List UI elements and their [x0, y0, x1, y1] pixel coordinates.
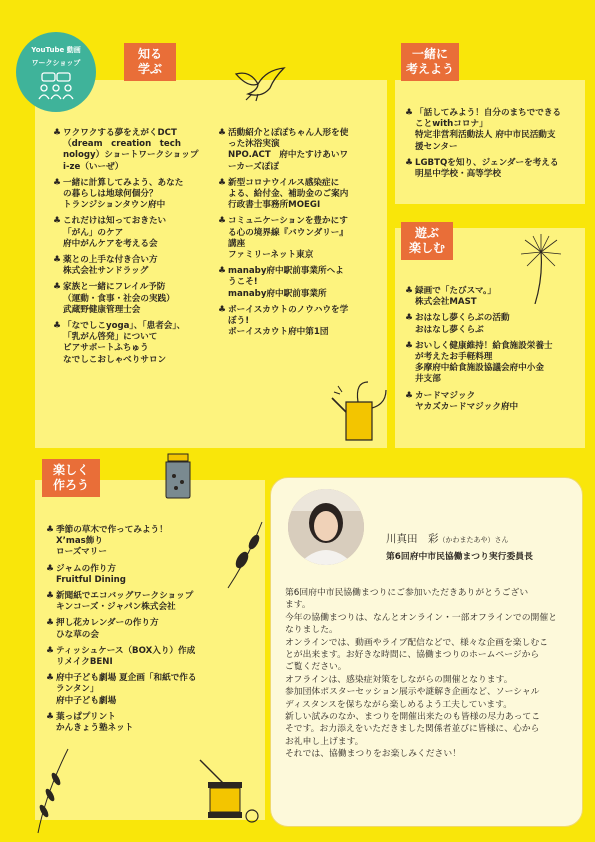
message-line: お礼申し上げます。 [285, 736, 364, 747]
play-tag-line1: 遊ぶ [414, 226, 439, 240]
list-item-line: ♣ これだけは知っておきたい [63, 216, 167, 227]
list-item-line: ♣ 葉っぱプリント [56, 711, 116, 722]
badge-line2: ワークショップ [31, 59, 81, 67]
list-item-line: トランジションタウン府中 [63, 200, 166, 211]
list-item [405, 391, 583, 413]
list-item-line: ♣ コミュニケーションを豊かにす [228, 216, 348, 227]
thread-spool-illustration [196, 756, 266, 826]
message-line: ご覧ください。 [285, 662, 347, 673]
make-tag-line2: 作ろう [52, 478, 89, 492]
list-item-line: 府中子ども劇場 [56, 695, 117, 706]
list-item-line: ヤカズカードマジック府中 [415, 401, 519, 412]
list-item [218, 266, 378, 300]
list-item-line: 株式会社サンドラッグ [63, 266, 149, 277]
speaker-role: 第6回府中市民協働まつり実行委員長 [386, 552, 533, 562]
message-line: ます。 [285, 600, 311, 611]
list-item [53, 282, 213, 316]
play-tag [401, 222, 453, 260]
list-item [405, 341, 583, 386]
list-item-line: NPO.ACT 府中たすけあいワ [228, 150, 349, 161]
learn-tag-line2: 学ぶ [137, 62, 162, 76]
list-item [405, 313, 583, 335]
list-item-line: ことwithコロナ」 [415, 119, 488, 130]
bird-illustration [232, 62, 290, 104]
list-item-line: ♣ 「話してみよう！自分のまちでできる [415, 108, 562, 118]
list-item-line: ピアサポートふちゅう [63, 343, 149, 354]
list-item-line: ーカーズぽぽ [228, 161, 279, 172]
list-item-line: リメイクBENI [56, 657, 113, 668]
list-item-line: 明星中学校・高等学校 [415, 169, 501, 180]
message-line: オフラインは、感染症対策をしながらの開催となります。 [285, 674, 513, 685]
list-item-line: ファミリーネット東京 [228, 250, 314, 261]
list-item [53, 128, 213, 173]
list-item-line: ♣ 薬との上手な付き合い方 [63, 255, 158, 266]
watering-can-illustration [330, 378, 390, 444]
list-item-line: ♣ ボーイスカウトのノウハウを学 [228, 304, 349, 315]
list-item-line: 援センター [415, 141, 458, 152]
list-item-line: ♣ カードマジック [415, 390, 476, 401]
message-line: 参加団体ポスターセッション展示や謎解き企画など、ソーシャル [285, 687, 540, 698]
list-item [218, 305, 378, 339]
list-item-line: ♣ ジャムの作り方 [56, 563, 116, 574]
list-item [46, 646, 261, 668]
list-item-line: ♣ 府中子ども劇場 夏企画「和紙で作る [56, 673, 197, 684]
list-item-line: 「がん」のケア [63, 227, 124, 238]
message-line: ディスタンスを保ちながら楽しめるよう工夫しています。 [285, 699, 513, 710]
list-item-line: うこそ! [228, 277, 258, 288]
list-item [53, 321, 213, 366]
list-item-line: ♣ おいしく健康維持！給食施設栄養士 [415, 340, 553, 351]
speaker-name-kana: （かわまたあや）さん [438, 536, 509, 544]
play-tag-line2: 楽しむ [408, 241, 445, 255]
list-item-line: かんきょう塾ネット [56, 723, 134, 734]
message-line: 新しい試みのなか、まつりを開催出来たのも皆様の尽力あってこ [285, 712, 541, 723]
together-tag-line1: 一緒に [411, 47, 448, 61]
list-item-line: ♣ 押し花カレンダーの作り方 [56, 618, 159, 629]
list-item-line: ♣ おはなし夢くらぶの活動 [415, 313, 510, 324]
list-item-line: ♣ 新型コロナウイルス感染症に [228, 177, 340, 188]
make-tag-line1: 楽しく [52, 463, 89, 477]
make-tag [42, 459, 100, 497]
learn-tag-line1: 知る [137, 47, 162, 61]
list-item-line: 「乳がん啓発」について [63, 332, 158, 343]
list-item-line: ひな草の会 [56, 629, 99, 640]
list-item-line: の暮らしは地球何個分？ [63, 189, 158, 200]
list-item-line: なでしこおしゃべりサロン [63, 354, 167, 365]
list-item-line: ♣ manaby府中駅前事業所へよ [228, 266, 344, 277]
list-item-line: Fruitful Dining [56, 574, 126, 585]
list-item-line: ♣ 家族と一緒にフレイル予防 [63, 282, 166, 293]
list-item-line: i-ze（いーぜ） [63, 161, 124, 172]
list-item [46, 673, 261, 707]
list-item-line: （運動・食事・社会の実践） [63, 293, 175, 304]
youtube-workshop-badge [16, 32, 96, 112]
list-item-line: ♣ LGBTQを知り、ジェンダーを考える [415, 157, 559, 168]
list-item [53, 178, 213, 212]
message-line: 第6回府中市民協働まつりにご参加いただきありがとうござい [285, 588, 529, 598]
list-item-line: ♣ 新聞紙でエコバッグワークショップ [56, 591, 194, 602]
message-line: それでは、協働まつりをお楽しみください！ [285, 749, 461, 760]
list-item-line: X’mas飾り [56, 536, 103, 547]
together-list [405, 108, 583, 185]
list-item [46, 591, 261, 613]
list-item-line: ぼう! [228, 316, 250, 327]
list-item-line: る心の境界線『バウンダリー』 [228, 227, 348, 238]
dandelion-illustration [515, 232, 567, 304]
list-item [218, 128, 378, 173]
list-item [218, 216, 378, 261]
list-item-line: よる、給付金、補助金のご案内 [228, 189, 349, 200]
list-item-line: おはなし夢くらぶ [415, 324, 484, 335]
jam-jar-illustration [160, 452, 196, 500]
learn-list-col1 [53, 128, 213, 371]
message-line: なりました。 [285, 625, 338, 636]
list-item-line: ランタン」 [56, 684, 99, 695]
message-line: オンラインでは、動画やライブ配信などで、様々な企画を楽しむこ [285, 637, 548, 648]
learn-list-col2 [218, 128, 378, 343]
list-item-line: ローズマリー [56, 547, 107, 558]
list-item-line: ボーイスカウト府中第1団 [228, 327, 329, 338]
list-item-line: ♣ 録画で「たびスマ。」 [415, 286, 496, 296]
learn-tag [124, 43, 176, 81]
list-item-line: ♣ 季節の草木で作ってみよう！ [56, 525, 168, 535]
list-item-line: 井支部 [415, 374, 441, 385]
list-item-line: manaby府中駅前事業所 [228, 288, 327, 299]
list-item-line: キンコーズ・ジャパン株式会社 [56, 602, 176, 613]
list-item [46, 618, 261, 640]
list-item-line: ♣ 活動紹介とぽぽちゃん人形を使 [228, 128, 349, 138]
speaker-name [386, 531, 509, 546]
list-item-line: 多摩府中給食施設協議会府中小金 [415, 363, 544, 374]
list-item-line: ♣ 「なでしこyoga」、「患者会」、 [63, 321, 186, 332]
together-tag [401, 43, 459, 81]
list-item [53, 255, 213, 277]
list-item [46, 712, 261, 734]
message-line: 今年の協働まつりは、なんとオンライン・一部オフラインでの開催と [285, 612, 557, 623]
list-item-line: 特定非営利活動法人 府中市民活動支 [415, 130, 556, 141]
message-line: そです。お力添えをいただきました関係者並びに皆様に、心から [285, 724, 540, 735]
list-item-line: 株式会社MAST [415, 297, 477, 308]
together-tag-line2: 考えよう [405, 62, 454, 76]
speaker-name-text: 川真田 彩 [386, 533, 439, 545]
avatar [288, 489, 364, 565]
list-item-line: nology）ショートワークショップ [63, 150, 199, 161]
people-chat-icon [36, 72, 76, 102]
list-item-line: 府中がんケアを考える会 [63, 238, 158, 249]
list-item [405, 108, 583, 153]
leaf-branch-illustration [220, 520, 270, 590]
list-item [53, 216, 213, 250]
play-list [405, 286, 583, 418]
list-item-line: （dream creation tech [63, 139, 181, 150]
list-item-line: 行政書士事務所MOEGI [228, 200, 321, 211]
list-item-line: 講座 [228, 238, 246, 249]
list-item-line: ♣ ワクワクする夢をえがくDCT [63, 128, 177, 138]
list-item-line: ♣ ティッシュケース（BOX入り）作成 [56, 645, 196, 656]
list-item-line: った沐浴実演 [228, 139, 280, 150]
portrait-image [288, 489, 364, 565]
list-item [218, 178, 378, 212]
badge-line1: YouTube 動画 [31, 46, 81, 54]
list-item-line: が考えたお手軽料理 [415, 352, 493, 363]
message-line: とが出来ます。お好きな時間に、協働まつりのホームページから [285, 650, 540, 661]
list-item-line: 武蔵野健康管理士会 [63, 304, 141, 315]
list-item-line: ♣ 一緒に計算してみよう、あなた [63, 177, 184, 188]
wheat-branch-illustration [30, 745, 76, 835]
message-body [285, 587, 575, 761]
list-item [405, 158, 583, 180]
